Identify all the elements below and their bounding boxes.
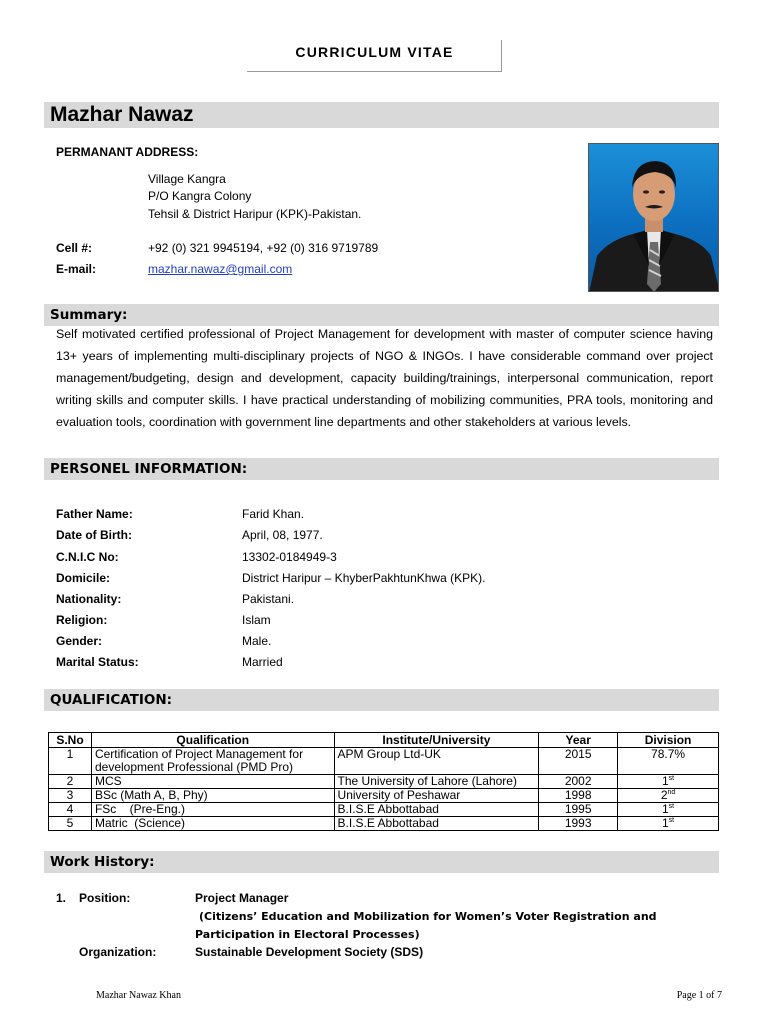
address-line-1: Village Kangra <box>148 172 226 186</box>
document-title: CURRICULUM VITAE <box>295 44 454 60</box>
father-name-value: Farid Khan. <box>242 507 305 521</box>
organization-value: Sustainable Development Society (SDS) <box>195 945 424 959</box>
division-value: 78.7% <box>651 747 686 761</box>
year-cell: 1995 <box>539 803 618 817</box>
institute-cell: B.I.S.E Abbottabad <box>334 803 539 817</box>
table-row <box>49 775 719 789</box>
work-item-number: 1. <box>56 891 67 905</box>
footer-name: Mazhar Nawaz Khan <box>96 990 181 1001</box>
table-row <box>49 748 719 775</box>
marital-status-value: Married <box>242 655 283 669</box>
summary-heading: Summary: <box>50 307 128 323</box>
cell-label: Cell #: <box>56 241 93 255</box>
division-suffix: st <box>668 803 675 810</box>
division-suffix: st <box>668 775 675 782</box>
position-label: Position: <box>79 891 131 905</box>
institute-cell: University of Peshawar <box>334 789 539 803</box>
year-cell: 1993 <box>539 817 618 831</box>
address-label: PERMANANT ADDRESS: <box>56 145 199 159</box>
cell-value: +92 (0) 321 9945194, +92 (0) 316 9719789 <box>148 241 379 255</box>
cnic-value: 13302-0184949-3 <box>242 550 337 564</box>
dob-value: April, 08, 1977. <box>242 528 323 542</box>
column-header: Year <box>539 733 618 748</box>
organization-label: Organization: <box>79 945 157 959</box>
division-value: 1 <box>661 802 669 816</box>
religion-label: Religion: <box>56 613 108 627</box>
nationality-label: Nationality: <box>56 592 122 606</box>
domicile-value: District Haripur – KhyberPakhtunKhwa (KPK). <box>242 571 486 585</box>
table-header-row <box>49 733 719 748</box>
qualification-cell: FSc (Pre-Eng.) <box>91 803 334 817</box>
email-link[interactable]: mazhar.nawaz@gmail.com <box>148 262 293 276</box>
address-line-3: Tehsil & District Haripur (KPK)-Pakistan. <box>148 207 362 221</box>
qualification-heading: QUALIFICATION: <box>50 692 173 708</box>
table-row <box>49 803 719 817</box>
year-cell: 2015 <box>539 748 618 775</box>
qualification-cell: MCS <box>91 775 334 789</box>
gender-value: Male. <box>242 634 272 648</box>
project-description: (Citizens’ Education and Mobilization for Women’s Voter Registration and Participation in Electoral Processes) <box>195 910 657 941</box>
sno-cell: 3 <box>49 789 92 803</box>
domicile-label: Domicile: <box>56 571 111 585</box>
table-row <box>49 817 719 831</box>
cnic-label: C.N.I.C No: <box>56 550 119 564</box>
institute-cell: B.I.S.E Abbottabad <box>334 817 539 831</box>
division-cell <box>618 817 719 831</box>
candidate-name: Mazhar Nawaz <box>50 103 194 126</box>
work-heading: Work History: <box>50 854 155 870</box>
table-row <box>49 789 719 803</box>
position-value: Project Manager <box>195 891 289 905</box>
sno-cell: 4 <box>49 803 92 817</box>
division-cell <box>618 748 719 775</box>
division-value: 1 <box>661 774 669 788</box>
qualification-cell: Matric (Science) <box>91 817 334 831</box>
division-value: 1 <box>661 816 669 830</box>
year-cell: 2002 <box>539 775 618 789</box>
father-name-label: Father Name: <box>56 507 133 521</box>
page-number: Page 1 of 7 <box>676 990 722 1001</box>
column-header: Division <box>618 733 719 748</box>
portrait-illustration <box>589 144 719 292</box>
division-cell <box>618 789 719 803</box>
qualification-cell: Certification of Project Management for development Professional (PMD Pro) <box>91 748 334 775</box>
dob-label: Date of Birth: <box>56 528 132 542</box>
division-value: 2 <box>660 788 668 802</box>
column-header: Qualification <box>91 733 334 748</box>
summary-text <box>56 323 713 433</box>
summary-paragraph: Self motivated certified professional of Project Management for development with master of computer science having 13+ years of implementing multi-disciplinary projects of NGO & INGOs. I have considerable command over project management/budgeting, design and development, capacity building/trainings, interpersonal communication, report writing skills and computer skills. I have practical understanding of mobilizing communities, PRA tools, monitoring and evaluation tools, coordination with government line departments and other stakeholders at various levels. <box>56 327 713 429</box>
email-label: E-mail: <box>56 262 97 276</box>
division-suffix: st <box>668 817 675 824</box>
marital-status-label: Marital Status: <box>56 655 139 669</box>
sno-cell: 1 <box>49 748 92 775</box>
division-cell <box>618 803 719 817</box>
qualification-cell: BSc (Math A, B, Phy) <box>91 789 334 803</box>
column-header: S.No <box>49 733 92 748</box>
institute-cell: The University of Lahore (Lahore) <box>334 775 539 789</box>
profile-photo <box>588 143 719 292</box>
address-line-2: P/O Kangra Colony <box>148 189 252 203</box>
religion-value: Islam <box>242 613 271 627</box>
division-suffix: nd <box>667 789 676 796</box>
column-header: Institute/University <box>334 733 539 748</box>
sno-cell: 5 <box>49 817 92 831</box>
personal-heading: PERSONEL INFORMATION: <box>50 461 248 477</box>
sno-cell: 2 <box>49 775 92 789</box>
nationality-value: Pakistani. <box>242 592 295 606</box>
institute-cell: APM Group Ltd-UK <box>334 748 539 775</box>
division-cell <box>618 775 719 789</box>
qualification-table <box>48 732 719 831</box>
year-cell: 1998 <box>539 789 618 803</box>
gender-label: Gender: <box>56 634 103 648</box>
